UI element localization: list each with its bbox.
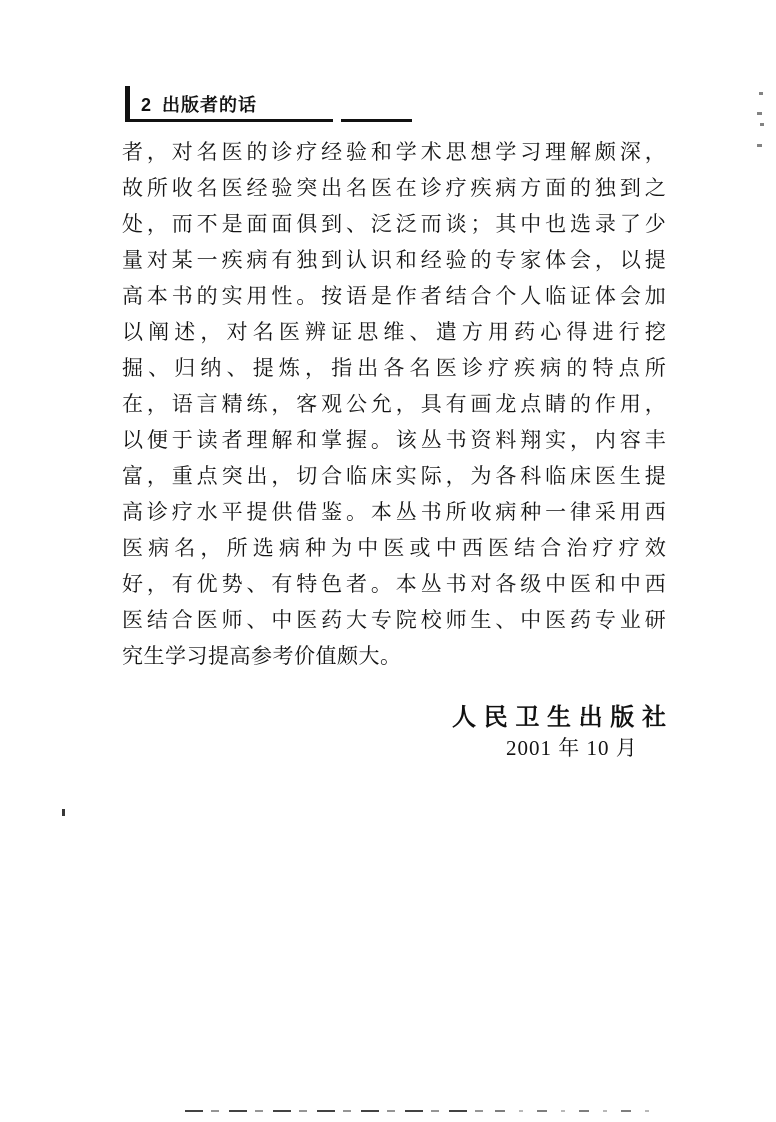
header-underline [125,119,333,122]
paragraph-line: 高 诊 疗 水 平 提 供 借 鉴 。 本 丛 书 所 收 病 种 一 律 采 用 西 [122,500,666,524]
paragraph-line: 医 病 名 ， 所 选 病 种 为 中 医 或 中 西 医 结 合 治 疗 疗 效 [122,536,666,560]
publication-date: 2001 年 10 月 [506,736,638,760]
paragraph-line: 故 所 收 名 医 经 验 突 出 名 医 在 诊 疗 疾 病 方 面 的 独 到 之 [122,176,666,200]
scan-artifact-bottom-line [185,1110,485,1112]
paragraph-last-line: 究生学习提高参考价值颇大。 [122,644,402,668]
paragraph-line: 者 ， 对 名 医 的 诊 疗 经 验 和 学 术 思 想 学 习 理 解 颇 深 ， [122,140,666,164]
header-underline-segment [341,119,412,122]
running-head [141,94,257,116]
paragraph-line: 高 本 书 的 实 用 性 。 按 语 是 作 者 结 合 个 人 临 证 体 会 加 [122,284,666,308]
paragraph-line: 在 ， 语 言 精 练 ， 客 观 公 允 ， 具 有 画 龙 点 睛 的 作 用 ， [122,392,666,416]
publisher-note-paragraph [122,133,666,673]
scan-artifact-speck [759,92,763,95]
paragraph-line: 富 ， 重 点 突 出 ， 切 合 临 床 实 际 ， 为 各 科 临 床 医 生 提 [122,464,666,488]
paragraph-line: 量 对 某 一 疾 病 有 独 到 认 识 和 经 验 的 专 家 体 会 ， 以 提 [122,248,666,272]
header-vertical-bar [125,86,130,122]
running-head-title: 出版者的话 [162,95,258,115]
scan-artifact-speck [62,809,65,816]
scan-artifact-speck [757,144,762,147]
paragraph-line: 医 结 合 医 师 、 中 医 药 大 专 院 校 师 生 、 中 医 药 专 业 研 [122,608,666,632]
scan-artifact-speck [757,112,762,115]
scan-artifact-bottom-line-2 [495,1110,655,1112]
paragraph-line: 处 ， 而 不 是 面 面 俱 到 、 泛 泛 而 谈 ； 其 中 也 选 录 了 少 [122,212,666,236]
paragraph-line: 以 阐 述 ， 对 名 医 辨 证 思 维 、 遣 方 用 药 心 得 进 行 挖 [122,320,666,344]
paragraph-line: 掘 、 归 纳 、 提 炼 ， 指 出 各 名 医 诊 疗 疾 病 的 特 点 所 [122,356,666,380]
publisher-signature: 人 民 卫 生 出 版 社 [452,704,666,731]
page-header [125,86,425,122]
paragraph-line: 好 ， 有 优 势 、 有 特 色 者 。 本 丛 书 对 各 级 中 医 和 中 西 [122,572,666,596]
scan-artifact-speck [760,123,764,126]
page-number: 2 [141,95,153,115]
paragraph-line: 以 便 于 读 者 理 解 和 掌 握 。 该 丛 书 资 料 翔 实 ， 内 容 丰 [122,428,666,452]
